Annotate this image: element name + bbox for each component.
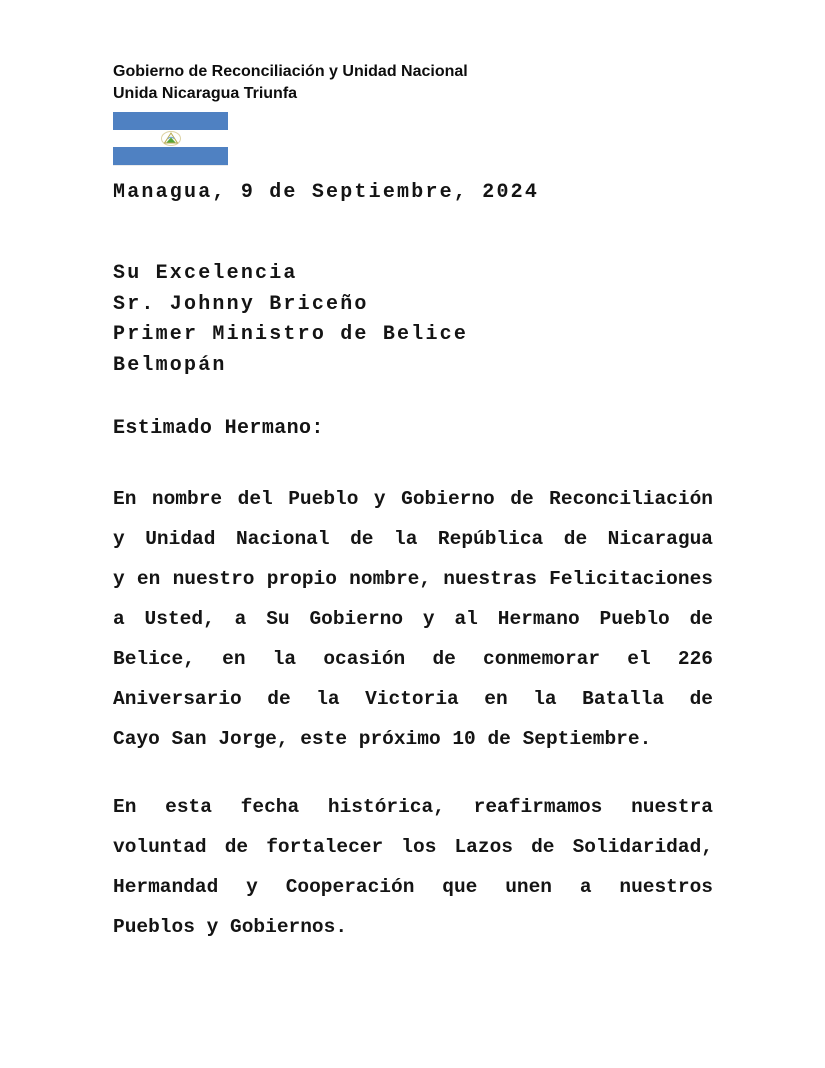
org-motto-line2: Unida Nicaragua Triunfa [113,85,298,102]
recipient-block [113,259,468,381]
letter-line: En esta fecha histórica, reafirmamos nuestra [113,796,713,818]
nicaragua-flag-image [113,112,228,165]
letter-line: Belice, en la ocasión de conmemorar el 226 [113,648,713,670]
letter-line: y Unidad Nacional de la República de Nicaragua [113,528,713,550]
letter-line: a Usted, a Su Gobierno y al Hermano Pueblo de [113,608,713,630]
org-name-line1: Gobierno de Reconciliación y Unidad Nacional [113,63,468,80]
dateline: Managua, 9 de Septiembre, 2024 [113,181,540,204]
letter-line: voluntad de fortalecer los Lazos de Solidaridad, [113,836,713,858]
letter-line: Hermandad y Cooperación que unen a nuestros [113,876,713,898]
recipient-honorific: Su Excelencia [113,262,298,285]
body-paragraph-2 [113,787,713,947]
letter-line: Aniversario de la Victoria en la Batalla de [113,688,713,710]
salutation: Estimado Hermano: [113,417,324,440]
flag-emblem-icon [160,131,182,146]
recipient-name: Sr. Johnny Briceño [113,292,369,316]
letter-line: En nombre del Pueblo y Gobierno de Reconciliación [113,488,713,510]
letterhead [113,61,468,105]
flag-stripe-top [113,112,228,130]
recipient-city: Belmopán [113,353,227,377]
letter-line: y en nuestro propio nombre, nuestras Felicitaciones [113,568,713,590]
recipient-title: Primer Ministro de Belice [113,323,469,346]
flag-stripe-middle [113,130,228,148]
flag-stripe-bottom [113,147,228,165]
letter-line: Pueblos y Gobiernos. [113,916,348,938]
letter-line: Cayo San Jorge, este próximo 10 de Septiembre. [113,728,652,750]
body-paragraph-1 [113,479,713,759]
